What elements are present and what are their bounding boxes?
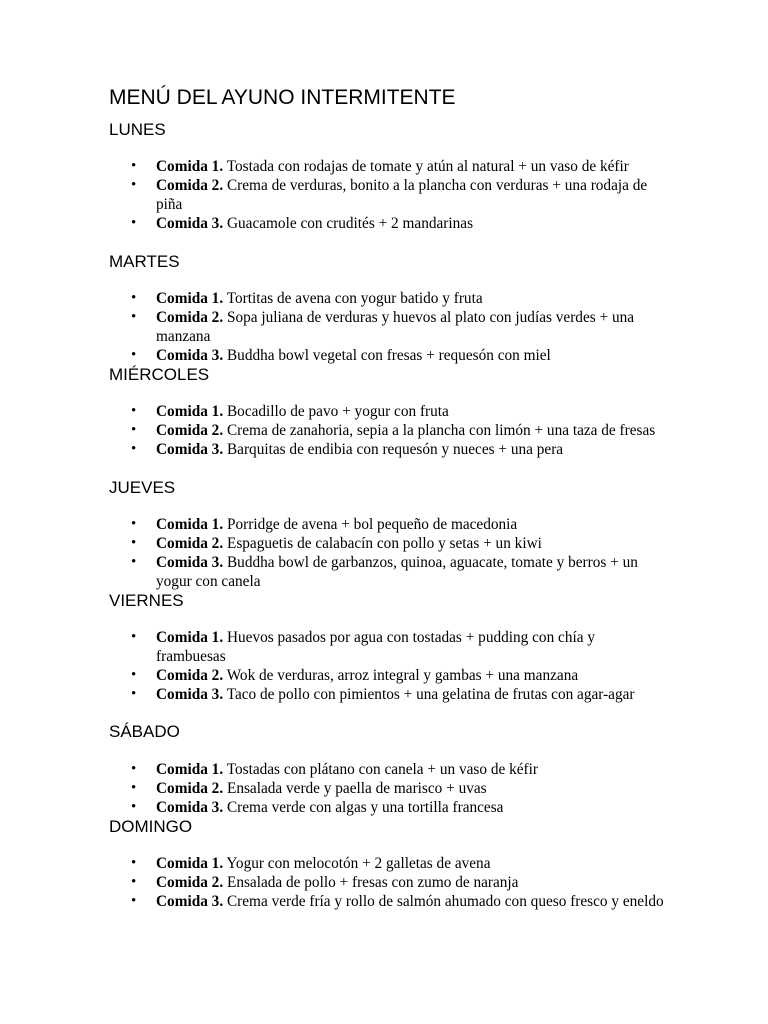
meal-text: Tortitas de avena con yogur batido y fruta bbox=[226, 290, 483, 307]
meal-text: Tostada con rodajas de tomate y atún al natural + un vaso de kéfir bbox=[226, 158, 629, 175]
list-item bbox=[0, 685, 666, 704]
list-item bbox=[0, 873, 666, 892]
meal-label: Comida 3. bbox=[156, 215, 224, 232]
list-item bbox=[0, 157, 666, 176]
bullet-icon: • bbox=[131, 403, 137, 419]
meal-text: Espaguetis de calabacín con pollo y setas + un kiwi bbox=[226, 535, 542, 552]
bullet-icon: • bbox=[131, 516, 137, 532]
list-item bbox=[0, 628, 666, 666]
meal-label: Comida 2. bbox=[156, 780, 224, 797]
day-heading-miercoles: MIÉRCOLES bbox=[109, 365, 210, 384]
bullet-icon: • bbox=[131, 893, 137, 909]
day-heading-lunes: LUNES bbox=[109, 120, 166, 139]
list-item bbox=[0, 440, 666, 459]
meal-text: Barquitas de endibia con requesón y nueces + una pera bbox=[226, 441, 564, 458]
bullet-icon: • bbox=[131, 761, 137, 777]
bullet-icon: • bbox=[131, 686, 137, 702]
list-item bbox=[0, 553, 666, 591]
bullet-icon: • bbox=[131, 290, 137, 306]
meal-label: Comida 2. bbox=[156, 535, 224, 552]
list-item bbox=[0, 308, 666, 346]
meal-list-jueves bbox=[0, 515, 768, 591]
meal-text: Sopa juliana de verduras y huevos al plato con judías verdes + una manzana bbox=[156, 309, 635, 345]
meal-text: Guacamole con crudités + 2 mandarinas bbox=[226, 215, 474, 232]
list-item bbox=[0, 346, 666, 365]
bullet-icon: • bbox=[131, 874, 137, 890]
list-item bbox=[0, 892, 666, 911]
meal-list-lunes bbox=[0, 157, 768, 233]
meal-list-miercoles bbox=[0, 402, 768, 459]
meal-text: Yogur con melocotón + 2 galletas de avena bbox=[226, 855, 491, 872]
bullet-icon: • bbox=[131, 441, 137, 457]
bullet-icon: • bbox=[131, 667, 137, 683]
meal-text: Buddha bowl vegetal con fresas + requesón con miel bbox=[226, 347, 551, 364]
meal-label: Comida 1. bbox=[156, 290, 224, 307]
meal-text: Buddha bowl de garbanzos, quinoa, aguacate, tomate y berros + un yogur con canela bbox=[156, 554, 638, 590]
list-item bbox=[0, 214, 666, 233]
bullet-icon: • bbox=[131, 309, 137, 325]
meal-label: Comida 3. bbox=[156, 893, 224, 910]
list-item bbox=[0, 534, 666, 553]
meal-text: Crema verde fría y rollo de salmón ahumado con queso fresco y eneldo bbox=[226, 893, 664, 910]
meal-text: Crema de zanahoria, sepia a la plancha con limón + una taza de fresas bbox=[226, 422, 656, 439]
meal-label: Comida 2. bbox=[156, 667, 224, 684]
bullet-icon: • bbox=[131, 629, 137, 645]
meal-label: Comida 3. bbox=[156, 686, 224, 703]
meal-text: Ensalada de pollo + fresas con zumo de naranja bbox=[226, 874, 519, 891]
meal-label: Comida 1. bbox=[156, 403, 224, 420]
list-item bbox=[0, 402, 666, 421]
list-item bbox=[0, 515, 666, 534]
bullet-icon: • bbox=[131, 855, 137, 871]
list-item bbox=[0, 760, 666, 779]
meal-list-viernes bbox=[0, 628, 768, 704]
bullet-icon: • bbox=[131, 158, 137, 174]
meal-label: Comida 1. bbox=[156, 855, 224, 872]
meal-text: Taco de pollo con pimientos + una gelatina de frutas con agar-agar bbox=[226, 686, 635, 703]
meal-text: Tostadas con plátano con canela + un vaso de kéfir bbox=[226, 761, 538, 778]
day-heading-viernes: VIERNES bbox=[109, 591, 184, 610]
bullet-icon: • bbox=[131, 799, 137, 815]
list-item bbox=[0, 798, 666, 817]
meal-text: Bocadillo de pavo + yogur con fruta bbox=[226, 403, 449, 420]
bullet-icon: • bbox=[131, 535, 137, 551]
meal-label: Comida 3. bbox=[156, 554, 224, 571]
bullet-icon: • bbox=[131, 347, 137, 363]
day-heading-domingo: DOMINGO bbox=[109, 817, 193, 836]
meal-label: Comida 2. bbox=[156, 422, 224, 439]
bullet-icon: • bbox=[131, 177, 137, 193]
day-heading-martes: MARTES bbox=[109, 252, 180, 271]
meal-label: Comida 1. bbox=[156, 761, 224, 778]
meal-text: Ensalada verde y paella de marisco + uvas bbox=[226, 780, 487, 797]
list-item bbox=[0, 176, 666, 214]
meal-label: Comida 2. bbox=[156, 309, 224, 326]
list-item bbox=[0, 779, 666, 798]
meal-label: Comida 2. bbox=[156, 874, 224, 891]
meal-list-sabado bbox=[0, 760, 768, 817]
bullet-icon: • bbox=[131, 780, 137, 796]
list-item bbox=[0, 421, 666, 440]
meal-label: Comida 2. bbox=[156, 177, 224, 194]
meal-label: Comida 3. bbox=[156, 441, 224, 458]
meal-label: Comida 1. bbox=[156, 629, 224, 646]
meal-text: Crema de verduras, bonito a la plancha con verduras + una rodaja de piña bbox=[156, 177, 648, 213]
meal-label: Comida 3. bbox=[156, 347, 224, 364]
list-item bbox=[0, 289, 666, 308]
meal-label: Comida 1. bbox=[156, 516, 224, 533]
meal-list-domingo bbox=[0, 854, 768, 911]
meal-label: Comida 1. bbox=[156, 158, 224, 175]
bullet-icon: • bbox=[131, 554, 137, 570]
bullet-icon: • bbox=[131, 422, 137, 438]
meal-text: Porridge de avena + bol pequeño de macedonia bbox=[226, 516, 518, 533]
day-heading-sabado: SÁBADO bbox=[109, 722, 180, 741]
list-item bbox=[0, 854, 666, 873]
meal-list-martes bbox=[0, 289, 768, 365]
meal-text: Huevos pasados por agua con tostadas + pudding con chía y frambuesas bbox=[156, 629, 595, 665]
bullet-icon: • bbox=[131, 215, 137, 231]
page-title: MENÚ DEL AYUNO INTERMITENTE bbox=[109, 86, 456, 109]
meal-text: Crema verde con algas y una tortilla francesa bbox=[226, 799, 504, 816]
meal-text: Wok de verduras, arroz integral y gambas + una manzana bbox=[226, 667, 579, 684]
meal-label: Comida 3. bbox=[156, 799, 224, 816]
day-heading-jueves: JUEVES bbox=[109, 478, 176, 497]
list-item bbox=[0, 666, 666, 685]
